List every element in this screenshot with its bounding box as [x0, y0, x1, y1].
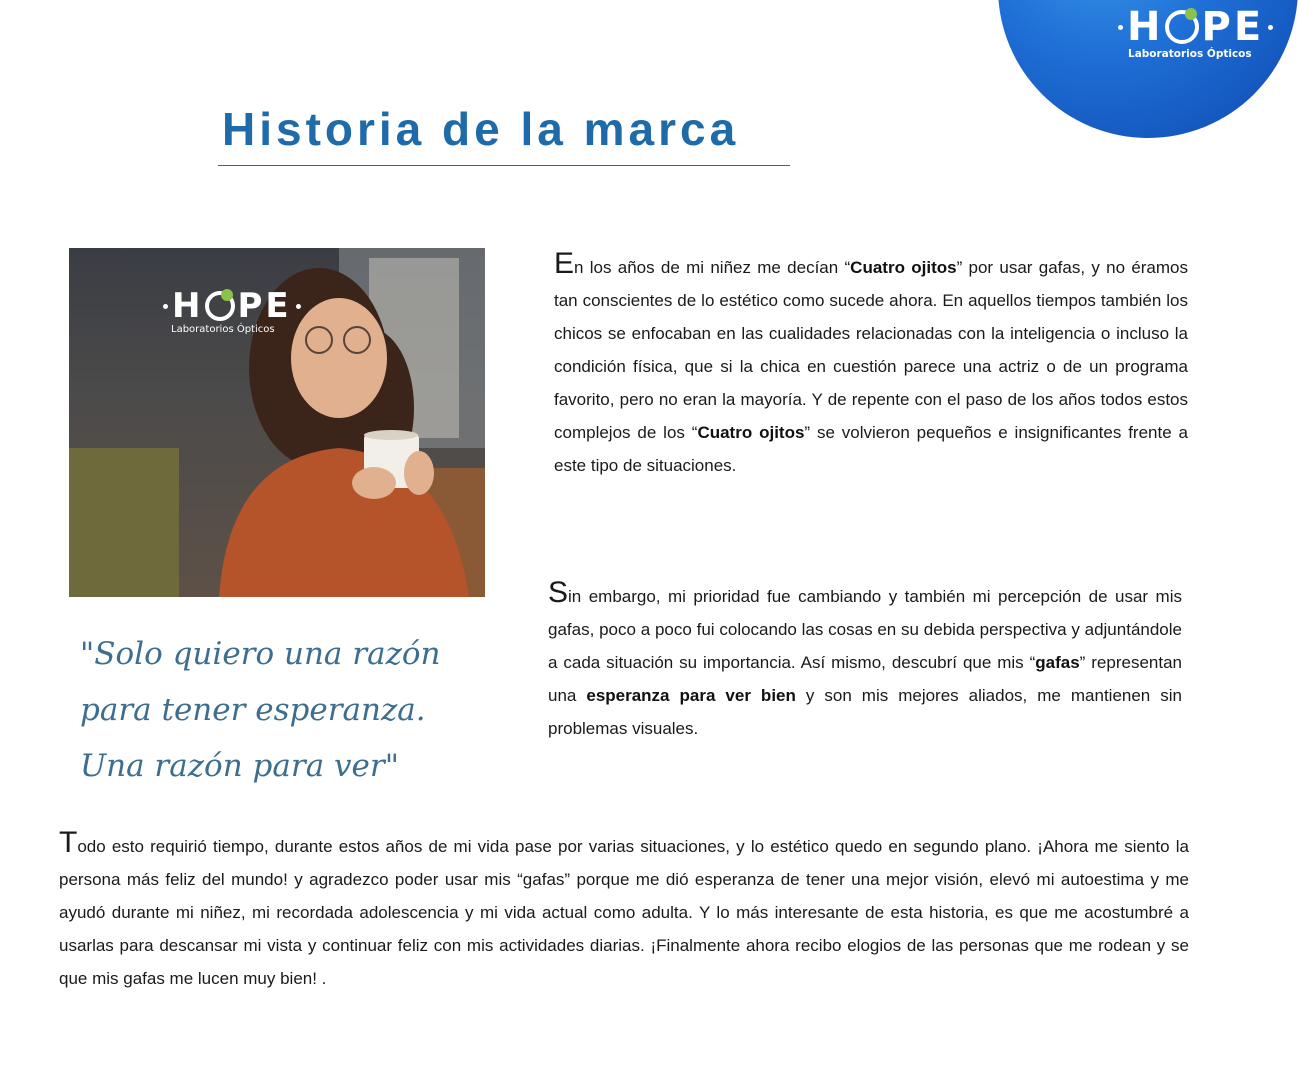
logo-o-icon: [1165, 10, 1199, 44]
logo-o-icon: [205, 291, 235, 321]
woman-with-glasses-photo: [69, 248, 485, 597]
brand-logo: H P E Laboratorios Ópticos: [1114, 6, 1277, 60]
paragraph-3: Todo esto requirió tiempo, durante estos años de mi vida pase por varias situaciones, y lo estético quedo en segundo plano. ¡Ahora me siento la persona más feliz del mundo! y agradezco poder usar mis “gafas” porque me dió esperanza de tener una mejor visión, elevó mi autoestima y me ayudó durante mi niñez, mi recordada adolescencia y mi vida actual como adulta. Y lo más interesante de esta historia, es que me acostumbré a usarlas para descansar mi vista y continuar feliz con mis actividades diarias. ¡Finalmente ahora recibo elogios de las personas que me rodean y se que mis gafas me lucen muy bien! .: [59, 826, 1189, 988]
logo-dot-icon: [1268, 25, 1273, 30]
logo-subtitle: Laboratorios Ópticos: [1128, 48, 1252, 60]
drop-initial: E: [554, 247, 575, 280]
logo-subtitle: Laboratorios Ópticos: [171, 324, 275, 335]
title-underline: [218, 165, 790, 166]
logo-dot-icon: [1118, 25, 1123, 30]
logo-dot-icon: [296, 304, 301, 309]
page-title: Historia de la marca: [222, 103, 740, 155]
photo-logo: H P E Laboratorios Ópticos: [159, 288, 305, 335]
paragraph-2: Sin embargo, mi prioridad fue cambiando y también mi percepción de usar mis gafas, poco a poco fui colocando las cosas en su debida perspectiva y adjuntándole a cada situación su importancia. Así mismo, descubrí que mis “gafas” representan una esperanza para ver bien y son mis mejores aliados, me mantienen sin problemas visuales.: [548, 576, 1182, 738]
brand-quote: "Solo quiero una razón para tener esperanza. Una razón para ver": [80, 636, 441, 784]
drop-initial: S: [548, 576, 569, 609]
paragraph-1: En los años de mi niñez me decían “Cuatro ojitos” por usar gafas, y no éramos tan conscientes de lo estético como sucede ahora. En aquellos tiempos también los chicos se enfocaban en las cualidades relacionadas con la inteligencia o incluso la condición física, que si la chica en cuestión parece una actriz o de un programa favorito, pero no eran la mayoría. Y de repente con el paso de los años todos estos complejos de los “Cuatro ojitos” se volvieron pequeños e insignificantes frente a este tipo de situaciones.: [554, 247, 1188, 475]
drop-initial: T: [59, 826, 78, 859]
logo-dot-icon: [163, 304, 168, 309]
